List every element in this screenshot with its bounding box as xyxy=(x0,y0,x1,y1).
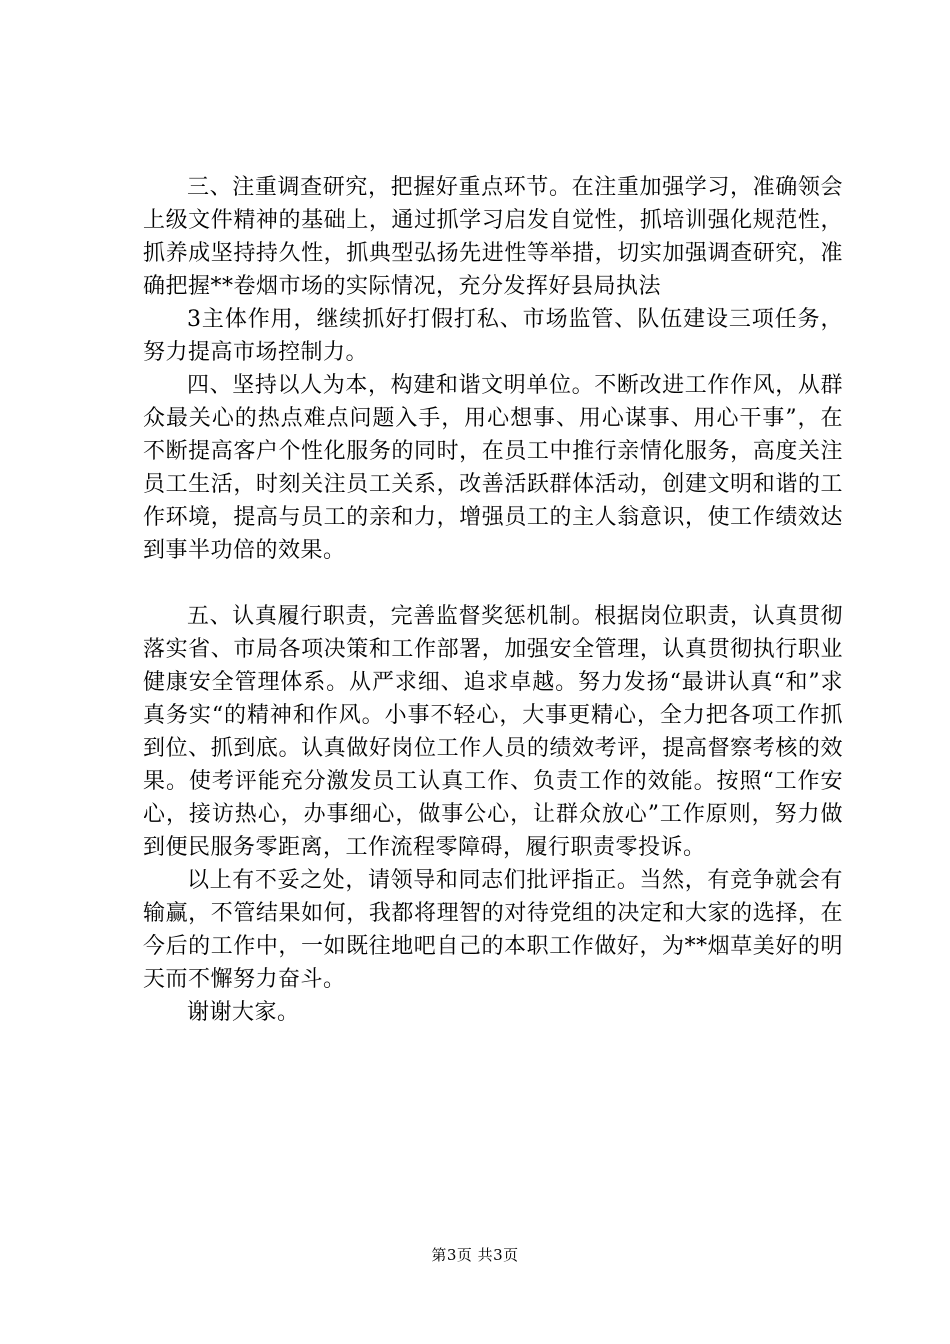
paragraph-closing: 以上有不妥之处，请领导和同志们批评指正。当然，有竞争就会有输赢，不管结果如何，我都将理智的对待党组的决定和大家的选择，在今后的工作中，一如既往地吧自己的本职工作做好，为**烟草美好的明天而不懈努力奋斗。 xyxy=(143,868,843,992)
paragraph-section-three: 三、注重调查研究，把握好重点环节。在注重加强学习，准确领会上级文件精神的基础上，通过抓学习启发自觉性，抓培训强化规范性，抓养成坚持持久性，抓典型弘扬先进性等举措，切实加强调查研究，准确把握**卷烟市场的实际情况，充分发挥好县局执法 xyxy=(143,175,843,299)
paragraph-continuation: 3主体作用，继续抓好打假打私、市场监管、队伍建设三项任务，努力提高市场控制力。 xyxy=(143,307,843,365)
page-number-footer: 第3页 共3页 xyxy=(431,1246,519,1264)
document-body xyxy=(143,171,843,1029)
paragraph-section-four: 四、坚持以人为本，构建和谐文明单位。不断改进工作作风，从群众最关心的热点难点问题入手，用心想事、用心谋事、用心干事”，在不断提高客户个性化服务的同时，在员工中推行亲情化服务，高度关注员工生活，时刻关注员工关系，改善活跃群体活动，创建文明和谐的工作环境，提高与员工的亲和力，增强员工的主人翁意识，使工作绩效达到事半功倍的效果。 xyxy=(143,373,843,563)
paragraph-section-five: 五、认真履行职责，完善监督奖惩机制。根据岗位职责，认真贯彻落实省、市局各项决策和工作部署，加强安全管理，认真贯彻执行职业健康安全管理体系。从严求细、追求卓越。努力发扬“最讲认真“和”求真务实“的精神和作风。小事不轻心，大事更精心，全力把各项工作抓到位、抓到底。认真做好岗位工作人员的绩效考评，提高督察考核的效果。使考评能充分激发员工认真工作、负责工作的效能。按照“工作安心，接访热心，办事细心，做事公心，让群众放心”工作原则，努力做到便民服务零距离，工作流程零障碍，履行职责零投诉。 xyxy=(143,604,843,860)
paragraph-thanks: 谢谢大家。 xyxy=(187,1000,300,1025)
